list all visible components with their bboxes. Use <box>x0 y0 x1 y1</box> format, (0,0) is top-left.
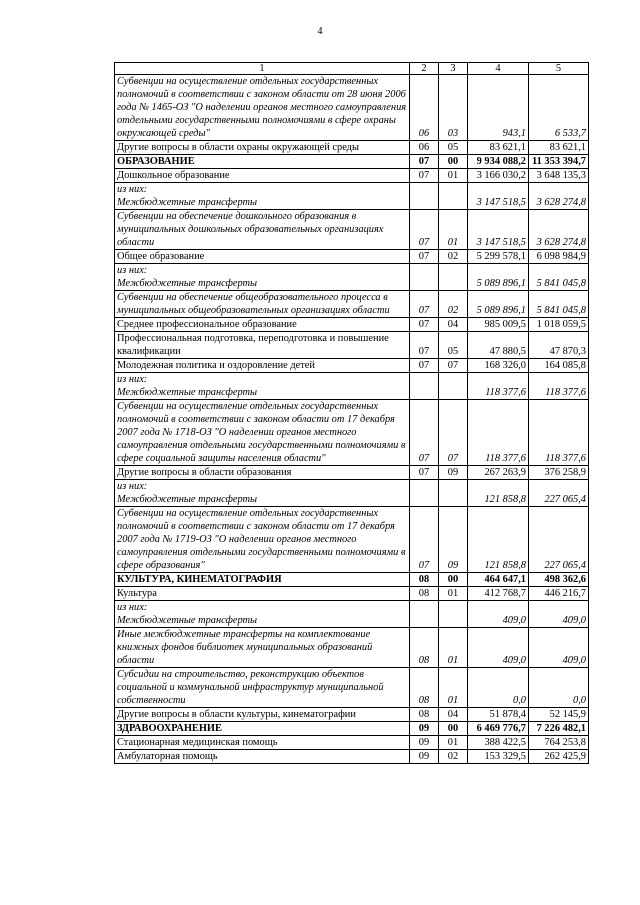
amount-year2-cell: 498 362,6 <box>529 573 589 587</box>
amount-year2-cell: 409,0 <box>529 614 589 628</box>
row-name-cell: Межбюджетные трансферты <box>115 493 410 507</box>
amount-year1-cell: 3 147 518,5 <box>468 196 529 210</box>
row-name-cell: из них: <box>115 183 410 197</box>
amount-year2-cell: 83 621,1 <box>529 141 589 155</box>
amount-year1-cell: 985 009,5 <box>468 318 529 332</box>
subsection-code-cell: 01 <box>439 736 468 750</box>
subsection-code-cell: 00 <box>439 722 468 736</box>
row-name-cell: Культура <box>115 587 410 601</box>
section-code-cell <box>410 183 439 197</box>
section-code-cell: 09 <box>410 722 439 736</box>
table-row <box>115 614 589 628</box>
subsection-code-cell <box>439 386 468 400</box>
amount-year1-cell: 121 858,8 <box>468 507 529 573</box>
section-code-cell: 08 <box>410 668 439 708</box>
header-cell: 5 <box>529 63 589 75</box>
amount-year1-cell: 51 878,4 <box>468 708 529 722</box>
table-row <box>115 722 589 736</box>
row-name-cell: Профессиональная подготовка, переподготовка и повышение квалификации <box>115 332 410 359</box>
amount-year2-cell <box>529 601 589 615</box>
section-code-cell: 08 <box>410 708 439 722</box>
header-cell: 3 <box>439 63 468 75</box>
amount-year1-cell: 267 263,9 <box>468 466 529 480</box>
amount-year2-cell: 5 841 045,8 <box>529 291 589 318</box>
section-code-cell: 07 <box>410 250 439 264</box>
table-row <box>115 210 589 250</box>
section-code-cell: 07 <box>410 210 439 250</box>
section-code-cell: 07 <box>410 507 439 573</box>
header-cell: 1 <box>115 63 410 75</box>
section-code-cell <box>410 277 439 291</box>
table-row <box>115 480 589 494</box>
table-row <box>115 386 589 400</box>
row-name-cell: Дошкольное образование <box>115 169 410 183</box>
row-name-cell: Субвенции на обеспечение общеобразовательного процесса в муниципальных общеобразовательных организациях области <box>115 291 410 318</box>
table-row <box>115 736 589 750</box>
amount-year1-cell: 168 326,0 <box>468 359 529 373</box>
subsection-code-cell <box>439 264 468 278</box>
table-row <box>115 318 589 332</box>
section-code-cell: 07 <box>410 466 439 480</box>
section-code-cell: 09 <box>410 750 439 764</box>
subsection-code-cell: 02 <box>439 291 468 318</box>
section-code-cell: 07 <box>410 291 439 318</box>
subsection-code-cell: 09 <box>439 507 468 573</box>
table-row <box>115 373 589 387</box>
amount-year2-cell: 376 258,9 <box>529 466 589 480</box>
amount-year1-cell: 3 166 030,2 <box>468 169 529 183</box>
subsection-code-cell <box>439 601 468 615</box>
row-name-cell: ЗДРАВООХРАНЕНИЕ <box>115 722 410 736</box>
row-name-cell: КУЛЬТУРА, КИНЕМАТОГРАФИЯ <box>115 573 410 587</box>
table-row <box>115 183 589 197</box>
amount-year2-cell: 409,0 <box>529 628 589 668</box>
subsection-code-cell: 01 <box>439 628 468 668</box>
row-name-cell: Амбулаторная помощь <box>115 750 410 764</box>
amount-year1-cell: 118 377,6 <box>468 386 529 400</box>
row-name-cell: Другие вопросы в области культуры, кинематографии <box>115 708 410 722</box>
subsection-code-cell <box>439 277 468 291</box>
row-name-cell: из них: <box>115 601 410 615</box>
section-code-cell <box>410 264 439 278</box>
table-row <box>115 400 589 466</box>
amount-year2-cell: 1 018 059,5 <box>529 318 589 332</box>
amount-year1-cell: 153 329,5 <box>468 750 529 764</box>
amount-year2-cell: 6 533,7 <box>529 75 589 141</box>
row-name-cell: Межбюджетные трансферты <box>115 386 410 400</box>
table-row <box>115 587 589 601</box>
amount-year1-cell: 412 768,7 <box>468 587 529 601</box>
subsection-code-cell: 04 <box>439 708 468 722</box>
subsection-code-cell: 05 <box>439 332 468 359</box>
section-code-cell <box>410 373 439 387</box>
header-cell: 2 <box>410 63 439 75</box>
table-row <box>115 601 589 615</box>
subsection-code-cell: 00 <box>439 573 468 587</box>
subsection-code-cell: 01 <box>439 668 468 708</box>
subsection-code-cell <box>439 196 468 210</box>
section-code-cell <box>410 386 439 400</box>
subsection-code-cell: 02 <box>439 750 468 764</box>
amount-year1-cell <box>468 373 529 387</box>
section-code-cell <box>410 493 439 507</box>
amount-year2-cell: 118 377,6 <box>529 386 589 400</box>
amount-year2-cell: 764 253,8 <box>529 736 589 750</box>
subsection-code-cell: 00 <box>439 155 468 169</box>
row-name-cell: Молодежная политика и оздоровление детей <box>115 359 410 373</box>
table-row <box>115 507 589 573</box>
row-name-cell: Иные межбюджетные трансферты на комплектование книжных фондов библиотек муниципальных образований области <box>115 628 410 668</box>
amount-year1-cell: 0,0 <box>468 668 529 708</box>
subsection-code-cell: 01 <box>439 587 468 601</box>
section-code-cell: 07 <box>410 400 439 466</box>
table-row <box>115 75 589 141</box>
amount-year1-cell: 83 621,1 <box>468 141 529 155</box>
amount-year2-cell: 7 226 482,1 <box>529 722 589 736</box>
section-code-cell: 08 <box>410 573 439 587</box>
row-name-cell: Субвенции на осуществление отдельных государственных полномочий в соответствии с законом области от 28 июня 2006 года № 1465-ОЗ "О наделении органов местного самоуправления отдельными государственными полномочиями в сфере охраны окружающей среды" <box>115 75 410 141</box>
amount-year1-cell <box>468 480 529 494</box>
amount-year2-cell: 227 065,4 <box>529 507 589 573</box>
amount-year2-cell: 3 648 135,3 <box>529 169 589 183</box>
amount-year2-cell: 446 216,7 <box>529 587 589 601</box>
amount-year1-cell: 409,0 <box>468 628 529 668</box>
subsection-code-cell <box>439 373 468 387</box>
amount-year2-cell <box>529 480 589 494</box>
subsection-code-cell <box>439 183 468 197</box>
amount-year1-cell: 47 880,5 <box>468 332 529 359</box>
amount-year1-cell: 6 469 776,7 <box>468 722 529 736</box>
subsection-code-cell: 05 <box>439 141 468 155</box>
amount-year1-cell: 118 377,6 <box>468 400 529 466</box>
section-code-cell: 09 <box>410 736 439 750</box>
amount-year2-cell: 164 085,8 <box>529 359 589 373</box>
subsection-code-cell <box>439 480 468 494</box>
amount-year2-cell: 47 870,3 <box>529 332 589 359</box>
table-row <box>115 359 589 373</box>
table-row <box>115 196 589 210</box>
row-name-cell: Субвенции на обеспечение дошкольного образования в муниципальных дошкольных образовательных организациях области <box>115 210 410 250</box>
row-name-cell: Общее образование <box>115 250 410 264</box>
amount-year2-cell <box>529 183 589 197</box>
amount-year1-cell <box>468 264 529 278</box>
subsection-code-cell: 01 <box>439 169 468 183</box>
amount-year2-cell: 0,0 <box>529 668 589 708</box>
subsection-code-cell <box>439 493 468 507</box>
row-name-cell: Межбюджетные трансферты <box>115 196 410 210</box>
amount-year2-cell: 11 353 394,7 <box>529 155 589 169</box>
amount-year1-cell: 9 934 088,2 <box>468 155 529 169</box>
section-code-cell <box>410 614 439 628</box>
row-name-cell: Субвенции на осуществление отдельных государственных полномочий в соответствии с законом области от 17 декабря 2007 года № 1718-ОЗ "О наделении органов местного самоуправления отдельными государственными полномочиями в сфере социальной защиты населения области" <box>115 400 410 466</box>
amount-year1-cell: 5 299 578,1 <box>468 250 529 264</box>
amount-year1-cell: 5 089 896,1 <box>468 277 529 291</box>
section-code-cell <box>410 196 439 210</box>
row-name-cell: Другие вопросы в области охраны окружающей среды <box>115 141 410 155</box>
table-row <box>115 668 589 708</box>
amount-year1-cell: 943,1 <box>468 75 529 141</box>
section-code-cell: 08 <box>410 587 439 601</box>
table-header-row <box>115 63 589 75</box>
amount-year1-cell <box>468 183 529 197</box>
subsection-code-cell: 04 <box>439 318 468 332</box>
amount-year2-cell: 52 145,9 <box>529 708 589 722</box>
amount-year1-cell <box>468 601 529 615</box>
amount-year2-cell: 6 098 984,9 <box>529 250 589 264</box>
row-name-cell: Среднее профессиональное образование <box>115 318 410 332</box>
amount-year2-cell <box>529 264 589 278</box>
section-code-cell <box>410 480 439 494</box>
row-name-cell: из них: <box>115 480 410 494</box>
section-code-cell: 06 <box>410 75 439 141</box>
amount-year2-cell: 227 065,4 <box>529 493 589 507</box>
section-code-cell: 07 <box>410 318 439 332</box>
amount-year1-cell: 5 089 896,1 <box>468 291 529 318</box>
amount-year2-cell: 118 377,6 <box>529 400 589 466</box>
table-row <box>115 332 589 359</box>
section-code-cell: 07 <box>410 155 439 169</box>
table-row <box>115 264 589 278</box>
amount-year2-cell: 5 841 045,8 <box>529 277 589 291</box>
section-code-cell: 07 <box>410 359 439 373</box>
subsection-code-cell: 01 <box>439 210 468 250</box>
amount-year1-cell: 409,0 <box>468 614 529 628</box>
row-name-cell: из них: <box>115 373 410 387</box>
subsection-code-cell: 07 <box>439 400 468 466</box>
budget-table <box>114 62 589 764</box>
header-cell: 4 <box>468 63 529 75</box>
row-name-cell: Межбюджетные трансферты <box>115 277 410 291</box>
row-name-cell: Другие вопросы в области образования <box>115 466 410 480</box>
amount-year2-cell: 262 425,9 <box>529 750 589 764</box>
table-row <box>115 169 589 183</box>
subsection-code-cell: 09 <box>439 466 468 480</box>
page-number: 4 <box>317 26 323 37</box>
subsection-code-cell: 07 <box>439 359 468 373</box>
subsection-code-cell <box>439 614 468 628</box>
section-code-cell: 06 <box>410 141 439 155</box>
table-row <box>115 250 589 264</box>
row-name-cell: ОБРАЗОВАНИЕ <box>115 155 410 169</box>
table-row <box>115 466 589 480</box>
table-row <box>115 493 589 507</box>
table-row <box>115 291 589 318</box>
table-row <box>115 155 589 169</box>
row-name-cell: Субсидии на строительство, реконструкцию объектов социальной и коммунальной инфраструктур муниципальной собственности <box>115 668 410 708</box>
table-row <box>115 708 589 722</box>
table-row <box>115 628 589 668</box>
row-name-cell: из них: <box>115 264 410 278</box>
amount-year2-cell <box>529 373 589 387</box>
section-code-cell: 07 <box>410 169 439 183</box>
table-row <box>115 277 589 291</box>
subsection-code-cell: 03 <box>439 75 468 141</box>
table-row <box>115 573 589 587</box>
table-row <box>115 141 589 155</box>
amount-year1-cell: 388 422,5 <box>468 736 529 750</box>
amount-year2-cell: 3 628 274,8 <box>529 196 589 210</box>
amount-year1-cell: 121 858,8 <box>468 493 529 507</box>
section-code-cell <box>410 601 439 615</box>
section-code-cell: 08 <box>410 628 439 668</box>
amount-year1-cell: 3 147 518,5 <box>468 210 529 250</box>
row-name-cell: Межбюджетные трансферты <box>115 614 410 628</box>
table-row <box>115 750 589 764</box>
section-code-cell: 07 <box>410 332 439 359</box>
row-name-cell: Субвенции на осуществление отдельных государственных полномочий в соответствии с законом области от 17 декабря 2007 года № 1719-ОЗ "О наделении органов местного самоуправления отдельными государственными полномочиями в сфере образования" <box>115 507 410 573</box>
amount-year2-cell: 3 628 274,8 <box>529 210 589 250</box>
amount-year1-cell: 464 647,1 <box>468 573 529 587</box>
row-name-cell: Стационарная медицинская помощь <box>115 736 410 750</box>
subsection-code-cell: 02 <box>439 250 468 264</box>
